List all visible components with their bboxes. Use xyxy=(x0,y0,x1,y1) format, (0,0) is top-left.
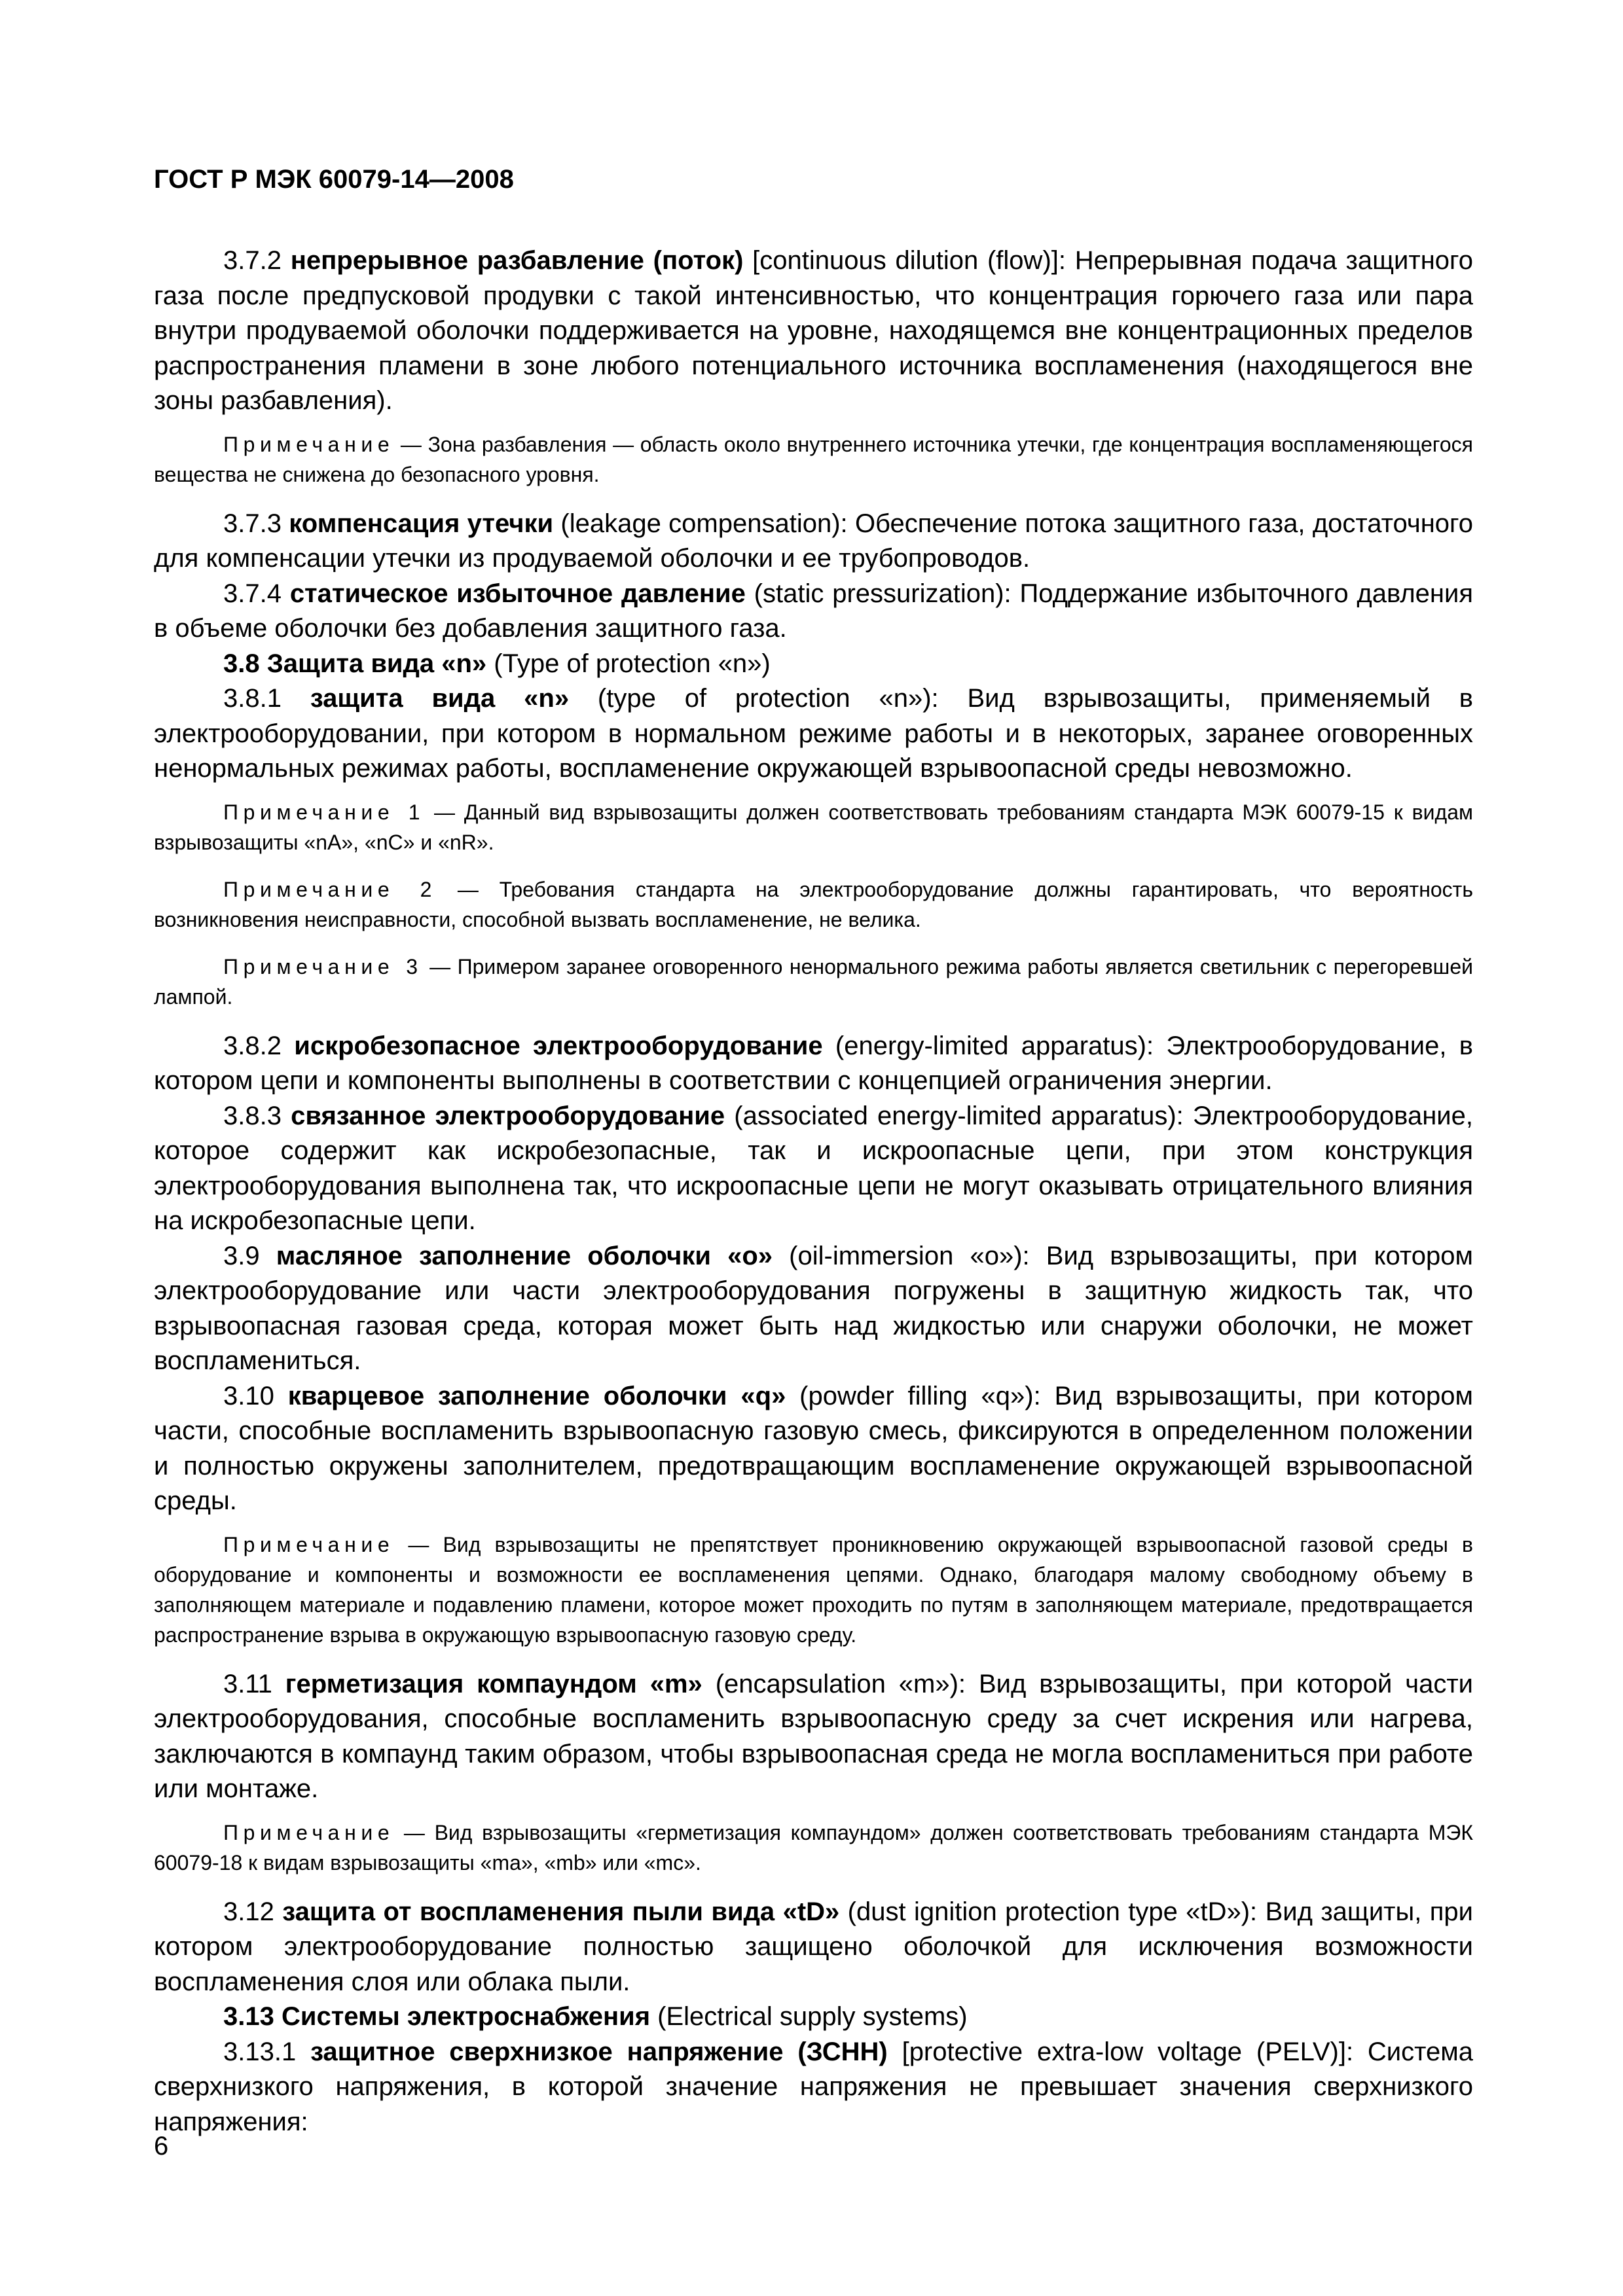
clause-number: 3.9 xyxy=(223,1241,276,1270)
section-title: 3.8 Защита вида «n» xyxy=(223,649,487,678)
note-2 xyxy=(154,874,1473,935)
note-3 xyxy=(154,952,1473,1012)
clause-term: связанное электрооборудование xyxy=(291,1101,725,1130)
clause-text: (encapsulation «m»): Вид взрывозащиты, при которой части электрооборудования, способные воспламенить взрывоопасную среду за счет искрения или нагрева, заключаются в компаунд таким образом, чтобы взрывоопасная среда не могла воспламениться при работе или монтаже. xyxy=(154,1669,1473,1803)
clause-number: 3.7.3 xyxy=(223,509,289,538)
clause-number: 3.13.1 xyxy=(223,2037,311,2066)
note-label: Примечание xyxy=(223,1820,395,1844)
clause-number: 3.8.2 xyxy=(223,1031,295,1060)
document-body xyxy=(154,243,1473,2140)
clause-3-13-1 xyxy=(154,2035,1473,2140)
clause-number: 3.8.3 xyxy=(223,1101,291,1130)
note-text: — Вид взрывозащиты «герметизация компаундом» должен соответствовать требованиям стандарта МЭК 60079-18 к видам взрывозащиты «ma», «mb» или «mc». xyxy=(154,1820,1473,1874)
note-powder-filling xyxy=(154,1530,1473,1650)
note-1 xyxy=(154,797,1473,857)
clause-3-9 xyxy=(154,1239,1473,1379)
note-encapsulation xyxy=(154,1818,1473,1878)
standard-header: ГОСТ Р МЭК 60079-14—2008 xyxy=(154,165,514,194)
clause-number: 3.7.2 xyxy=(223,246,291,275)
note-text: — Примером заранее оговоренного ненормального режима работы является светильник с перегоревшей лампой. xyxy=(154,954,1473,1009)
clause-text: (leakage compensation): Обеспечение потока защитного газа, достаточного для компенсации утечки из продуваемой оболочки и ее трубопроводов. xyxy=(154,509,1474,573)
clause-number: 3.12 xyxy=(223,1897,283,1926)
note-text: — Данный вид взрывозащиты должен соответствовать требованиям стандарта МЭК 60079-15 к видам взрывозащиты «nA», «nC» и «nR». xyxy=(154,800,1474,854)
clause-term: защита от воспламенения пыли вида «tD» xyxy=(282,1897,840,1926)
section-title-en: (Electrical supply systems) xyxy=(650,2002,968,2031)
clause-3-11 xyxy=(154,1667,1473,1807)
clause-3-10 xyxy=(154,1379,1473,1519)
section-3-13-heading xyxy=(154,2000,1473,2035)
clause-3-7-2 xyxy=(154,243,1473,419)
note-label: Примечание xyxy=(223,1532,395,1556)
section-3-8-heading xyxy=(154,647,1473,682)
clause-term: компенсация утечки xyxy=(289,509,554,538)
clause-term: искробезопасное электрооборудование xyxy=(294,1031,823,1060)
clause-3-8-3 xyxy=(154,1099,1473,1239)
page-number: 6 xyxy=(154,2132,169,2161)
clause-3-12 xyxy=(154,1895,1473,2000)
note-label: Примечание 1 xyxy=(223,800,426,824)
clause-number: 3.7.4 xyxy=(223,579,290,608)
clause-text: (type of protection «n»): Вид взрывозащиты, применяемый в электрооборудовании, при котором в нормальном режиме работы и в некоторых, заранее оговоренных ненормальных режимах работы, воспламенение окружающей взрывоопасной среды невозможно. xyxy=(154,684,1474,783)
clause-3-7-4 xyxy=(154,577,1473,647)
note-dilution-zone xyxy=(154,429,1473,490)
note-text: — Вид взрывозащиты не препятствует проникновению окружающей взрывоопасной газовой среды в оборудование и компоненты и возможности ее воспламенения цепями. Однако, благодаря малому свободному объему в заполняющем материале и подавлению пламени, которое может проходить по путям в заполняющем материале, предотвращается распространение взрыва в окружающую взрывоопасную газовую среду. xyxy=(154,1532,1473,1647)
clause-term: непрерывное разбавление (поток) xyxy=(290,246,744,275)
clause-number: 3.10 xyxy=(223,1381,288,1410)
note-label: Примечание 3 xyxy=(223,954,423,978)
clause-text: [protective extra-low voltage (PELV)]: Система сверхнизкого напряжения, в которой значение напряжения не превышает значения сверхнизкого напряжения: xyxy=(154,2037,1474,2136)
clause-term: масляное заполнение оболочки «о» xyxy=(276,1241,773,1270)
note-text: — Зона разбавления — область около внутреннего источника утечки, где концентрация воспламеняющегося вещества не снижена до безопасного уровня. xyxy=(154,432,1473,486)
clause-number: 3.8.1 xyxy=(223,684,310,713)
section-title-en: (Type of protection «n») xyxy=(486,649,771,678)
clause-text: (powder filling «q»): Вид взрывозащиты, при котором части, способные воспламенить взрывоопасную газовую смесь, фиксируются в определенном положении и полностью окружены заполнителем, предотвращающим воспламенение окружающей взрывоопасной среды. xyxy=(154,1381,1473,1515)
clause-term: статическое избыточное давление xyxy=(289,579,746,608)
clause-text: (static pressurization): Поддержание избыточного давления в объеме оболочки без добавления защитного газа. xyxy=(154,579,1473,643)
note-label: Примечание xyxy=(223,432,395,456)
clause-term: герметизация компаундом «m» xyxy=(285,1669,702,1698)
clause-text: (associated energy-limited apparatus): Электрооборудование, которое содержит как искробезопасные, так и искроопасные цепи, при этом конструкция электрооборудования выполнена так, что искроопасные цепи не могут оказывать отрицательного влияния на искробезопасные цепи. xyxy=(154,1101,1473,1235)
note-label: Примечание 2 xyxy=(223,877,437,901)
clause-3-8-1 xyxy=(154,681,1473,787)
clause-text: (oil-immersion «о»): Вид взрывозащиты, при котором электрооборудование или части электрооборудования погружены в защитную жидкость так, что взрывоопасная газовая среда, которая может быть над жидкостью или снаружи оболочки, не может воспламениться. xyxy=(154,1241,1474,1375)
clause-text: (dust ignition protection type «tD»): Вид защиты, при котором электрооборудование полностью защищено оболочкой для исключения возможности воспламенения слоя или облака пыли. xyxy=(154,1897,1474,1996)
clause-3-7-3 xyxy=(154,507,1473,577)
clause-term: защита вида «n» xyxy=(310,684,570,713)
clause-number: 3.11 xyxy=(223,1669,285,1698)
note-text: — Требования стандарта на электрооборудование должны гарантировать, что вероятность возникновения неисправности, способной вызвать воспламенение, не велика. xyxy=(154,877,1474,931)
clause-text: (energy-limited apparatus): Электрооборудование, в котором цепи и компоненты выполнены в соответствии с концепцией ограничения энергии. xyxy=(154,1031,1473,1095)
clause-text: [continuous dilution (flow)]: Непрерывная подача защитного газа после предпусковой продувки с такой интенсивностью, что концентрация горючего газа или пара внутри продуваемой оболочки поддерживается на уровне, находящемся вне концентрационных пределов распространения пламени в зоне любого потенциального источника воспламенения (находящегося вне зоны разбавления). xyxy=(154,246,1474,415)
section-title: 3.13 Системы электроснабжения xyxy=(223,2002,651,2031)
clause-3-8-2 xyxy=(154,1029,1473,1099)
clause-term: кварцевое заполнение оболочки «q» xyxy=(287,1381,786,1410)
clause-term: защитное сверхнизкое напряжение (ЗСНН) xyxy=(310,2037,888,2066)
